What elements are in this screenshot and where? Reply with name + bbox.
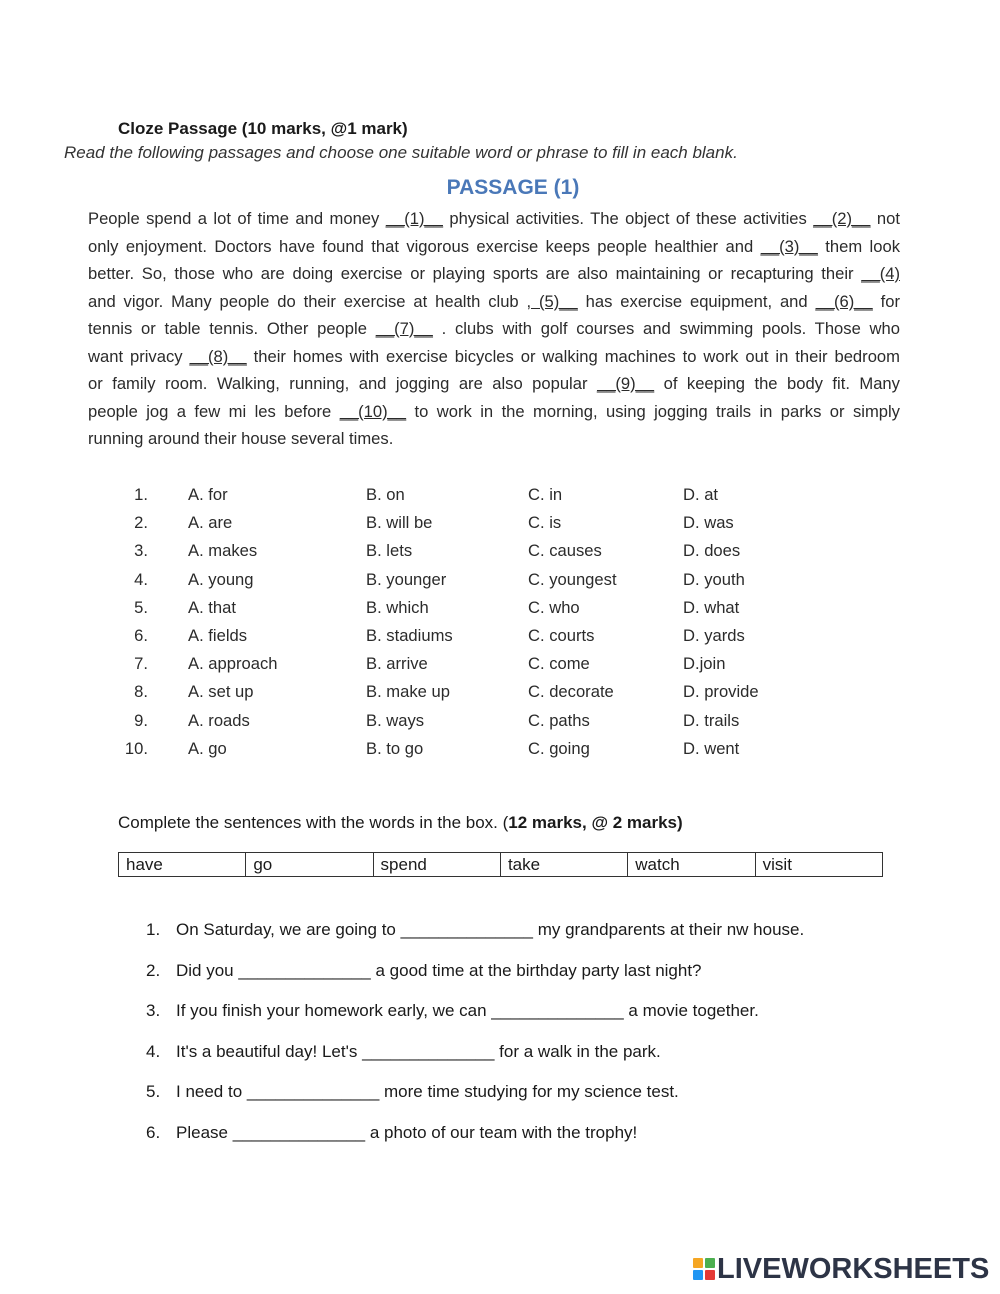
option-choice-a[interactable]: A. for (188, 485, 228, 504)
option-choice-d[interactable]: D. what (683, 597, 740, 617)
sentence-text: If you finish your homework early, we can (176, 1001, 487, 1021)
passage-line (88, 429, 900, 449)
sentence-number: 4. (146, 1041, 161, 1061)
passage-text: people jog a few mi les before (88, 402, 332, 421)
option-number: 6. (134, 626, 148, 645)
option-choice-a[interactable]: A. approach (188, 654, 278, 674)
option-number: 1. (134, 485, 148, 504)
option-choice-c[interactable]: C. youngest (528, 569, 617, 589)
sentence-text: I need to (176, 1082, 243, 1102)
passage-blank[interactable]: __(3)__ (760, 237, 818, 256)
passage-text: of keeping the body fit. Many (663, 374, 900, 393)
option-number: 10. (124, 738, 148, 758)
option-choice-b[interactable]: B. arrive (366, 654, 428, 674)
passage-line (88, 209, 900, 229)
option-choice-a[interactable]: A. that (188, 597, 236, 617)
passage-line (88, 237, 900, 257)
passage-line (88, 347, 900, 367)
passage-blank[interactable]: __(10)__ (339, 402, 407, 421)
passage-text: want privacy (88, 347, 183, 366)
sentence-item (146, 1001, 759, 1021)
option-choice-c[interactable]: C. paths (528, 710, 590, 730)
option-choice-c[interactable]: C. come (528, 654, 590, 674)
word-box-cell: visit (755, 853, 882, 877)
sentence-number: 3. (146, 1001, 161, 1021)
option-choice-b[interactable]: B. on (366, 485, 405, 504)
sentence-item (146, 920, 804, 940)
passage-text: or family room. Walking, running, and jogging are also popular (88, 374, 588, 393)
option-choice-b[interactable]: B. to go (366, 738, 424, 758)
passage-text: to work in the morning, using jogging trails in parks or simply (414, 402, 900, 421)
option-number: 8. (134, 682, 148, 702)
passage-text: has exercise equipment, and (585, 292, 808, 311)
instruction-text: Read the following passages and choose one suitable word or phrase to fill in each blank. (64, 143, 738, 162)
word-box-cell: have (119, 853, 246, 877)
sentence-number: 1. (146, 920, 161, 939)
sentence-text: a photo of our team with the trophy! (369, 1123, 638, 1142)
passage-line (88, 264, 900, 284)
liveworksheets-logo-icon (693, 1258, 715, 1280)
option-choice-d[interactable]: D. yards (683, 626, 745, 645)
passage-line (88, 374, 900, 394)
option-choice-c[interactable]: C. in (528, 485, 563, 504)
sentence-text: my grandparents at their nw house. (537, 920, 805, 939)
option-choice-a[interactable]: A. young (188, 569, 254, 589)
option-choice-d[interactable]: D. provide (683, 682, 759, 702)
passage-text: only enjoyment. Doctors have found that vigorous exercise keeps people healthier and (88, 237, 754, 256)
part2-title-marks: 12 marks, @ 2 marks) (508, 813, 683, 832)
sentence-item (146, 961, 702, 981)
word-box-cell: watch (628, 853, 755, 877)
passage-blank[interactable]: , (5)__ (526, 292, 578, 311)
option-choice-c[interactable]: C. decorate (528, 682, 614, 702)
part2-title (118, 813, 683, 833)
option-choice-b[interactable]: B. lets (366, 541, 413, 561)
passage-blank[interactable]: __(6)__ (815, 292, 873, 311)
word-box-cell: go (246, 853, 373, 877)
sentence-text: On Saturday, we are going to (176, 920, 396, 939)
sentence-item (146, 1042, 661, 1062)
option-choice-b[interactable]: B. will be (366, 513, 433, 533)
option-choice-c[interactable]: C. going (528, 738, 590, 758)
passage-blank[interactable]: __(9)__ (596, 374, 655, 393)
option-choice-a[interactable]: A. makes (188, 541, 258, 561)
passage-text: People spend a lot of time and money (88, 209, 380, 228)
option-number: 2. (134, 513, 148, 533)
sentence-text: It's a beautiful day! Let's (176, 1041, 358, 1061)
passage-text: and vigor. Many people do their exercise at health club (88, 292, 519, 311)
passage-blank[interactable]: __(8)__ (189, 347, 247, 366)
option-choice-d[interactable]: D. at (683, 485, 719, 504)
passage-text: running around their house several times. (88, 429, 394, 448)
passage-text: better. So, those who are doing exercise or playing sports are also maintaining or recapturing their (88, 264, 854, 283)
sentence-text: more time studying for my science test. (384, 1082, 679, 1102)
option-choice-a[interactable]: A. roads (188, 710, 250, 730)
option-choice-b[interactable]: B. younger (366, 569, 447, 589)
word-box-cell: take (500, 853, 627, 877)
passage-text: their homes with exercise bicycles or walking machines to work out in their bedroom (253, 347, 900, 366)
part2-title-prefix: Complete the sentences with the words in the box. ( (118, 813, 509, 832)
word-box (118, 852, 883, 877)
passage-text: tennis or table tennis. Other people (88, 319, 367, 338)
sentence-item (146, 1123, 637, 1143)
sentence-number: 5. (146, 1082, 161, 1102)
logo-text: LIVEWORKSHEETS (717, 1253, 990, 1285)
passage-blank[interactable]: __(1)__ (385, 209, 443, 228)
sentence-number: 2. (146, 960, 161, 980)
option-choice-c[interactable]: C. causes (528, 541, 602, 561)
sentence-blank[interactable]: ______________ (232, 1123, 366, 1142)
passage-blank[interactable]: __(2)__ (813, 209, 871, 228)
option-choice-b[interactable]: B. stadiums (366, 626, 453, 645)
option-number: 7. (134, 654, 148, 674)
option-choice-b[interactable]: B. ways (366, 710, 425, 730)
option-choice-a[interactable]: A. go (188, 738, 227, 758)
passage-text: not (876, 209, 900, 228)
sentence-blank[interactable]: ______________ (400, 920, 533, 939)
option-choice-a[interactable]: A. are (188, 513, 233, 533)
sentence-blank[interactable]: ______________ (362, 1041, 495, 1061)
option-choice-d[interactable]: D. was (683, 513, 734, 533)
passage-text: for (880, 292, 900, 311)
option-choice-b[interactable]: B. which (366, 597, 429, 617)
sentence-text: a movie together. (628, 1001, 759, 1021)
option-choice-c[interactable]: C. is (528, 513, 562, 533)
sentence-item (146, 1082, 679, 1102)
option-choice-d[interactable]: D. went (683, 738, 740, 758)
sentence-text: for a walk in the park. (499, 1041, 661, 1061)
option-choice-d[interactable]: D. trails (683, 710, 740, 730)
sentence-number: 6. (146, 1123, 161, 1142)
passage-line (88, 319, 900, 339)
option-choice-d[interactable]: D. does (683, 541, 741, 561)
passage-line (88, 402, 900, 422)
option-number: 4. (134, 569, 148, 589)
sentence-text: a good time at the birthday party last night? (375, 960, 702, 980)
passage-line (88, 292, 900, 312)
passage-text: . clubs with golf courses and swimming pools. Those who (441, 319, 900, 338)
sentence-text: Please (176, 1123, 228, 1142)
passage-heading: PASSAGE (1) (446, 176, 580, 199)
option-choice-c[interactable]: C. courts (528, 626, 595, 645)
option-number: 9. (134, 710, 148, 730)
section-title: Cloze Passage (10 marks, @1 mark) (118, 119, 408, 138)
passage-text: them look (825, 237, 900, 256)
option-number: 5. (134, 597, 148, 617)
passage-blank[interactable]: __(7)__ (375, 319, 433, 338)
option-choice-a[interactable]: A. fields (188, 626, 248, 645)
passage-text: physical activities. The object of these activities (449, 209, 807, 228)
passage-blank[interactable]: __(4) (861, 264, 900, 283)
option-choice-d[interactable]: D.join (683, 654, 726, 674)
sentence-blank[interactable]: ______________ (491, 1001, 624, 1021)
option-choice-c[interactable]: C. who (528, 597, 580, 617)
option-choice-d[interactable]: D. youth (683, 569, 745, 589)
sentence-text: Did you (176, 960, 234, 980)
option-choice-b[interactable]: B. make up (366, 682, 450, 702)
option-number: 3. (134, 541, 148, 561)
option-choice-a[interactable]: A. set up (188, 682, 254, 702)
liveworksheets-logo[interactable] (693, 1253, 989, 1285)
sentence-blank[interactable]: ______________ (238, 960, 371, 980)
sentence-blank[interactable]: ______________ (246, 1082, 380, 1102)
word-box-cell: spend (373, 853, 500, 877)
